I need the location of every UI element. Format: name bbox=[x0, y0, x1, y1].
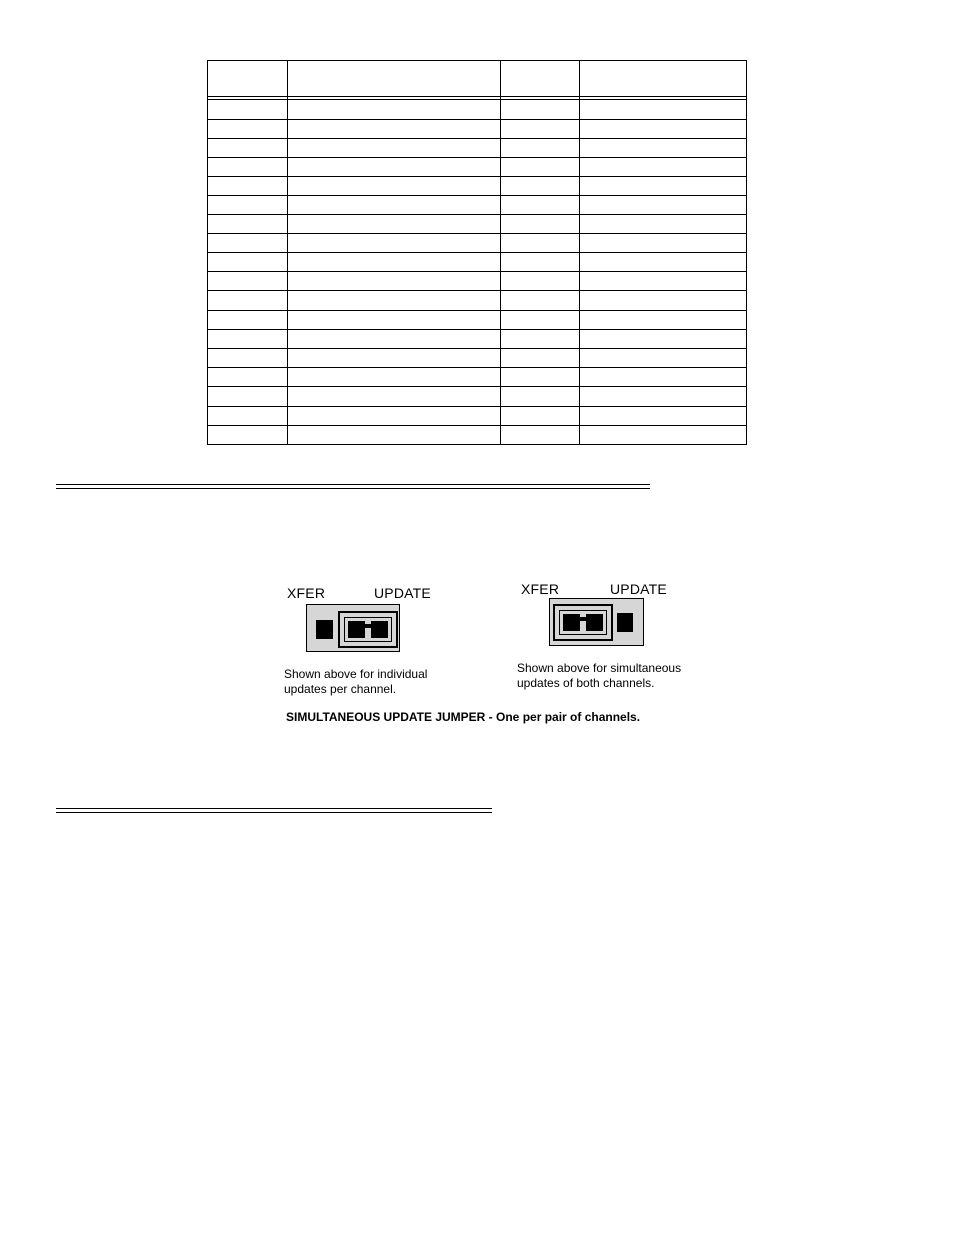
table-row-line bbox=[208, 157, 746, 158]
figure-title-separator: - bbox=[485, 710, 497, 724]
section-rule bbox=[56, 808, 492, 813]
update-label: UPDATE bbox=[610, 581, 667, 597]
table-row-line bbox=[208, 176, 746, 177]
table-row-line bbox=[208, 406, 746, 407]
table-row-line bbox=[208, 138, 746, 139]
table-row-line bbox=[208, 119, 746, 120]
table-row-line bbox=[208, 348, 746, 349]
figure-title-description: One per pair of channels. bbox=[496, 710, 641, 724]
table-row-line bbox=[208, 252, 746, 253]
table-row-line bbox=[208, 233, 746, 234]
jumper-shunt bbox=[338, 611, 398, 648]
xfer-label: XFER bbox=[521, 581, 560, 597]
empty-grid-table bbox=[207, 60, 747, 445]
table-row-line bbox=[208, 367, 746, 368]
figure-title-name: SIMULTANEOUS UPDATE JUMPER bbox=[286, 710, 486, 724]
table-row-line bbox=[208, 310, 746, 311]
table-header-rule bbox=[208, 96, 746, 97]
jumper-caption: Shown above for individual updates per channel. bbox=[284, 667, 428, 696]
xfer-pin bbox=[316, 620, 333, 639]
table-row-line bbox=[208, 195, 746, 196]
jumper-header-block bbox=[306, 604, 400, 652]
jumper-header-block bbox=[549, 598, 644, 646]
table-header-rule bbox=[208, 99, 746, 100]
table-row-line bbox=[208, 271, 746, 272]
table-row-line bbox=[208, 425, 746, 426]
update-pin bbox=[371, 621, 388, 638]
update-pin bbox=[617, 613, 633, 632]
table-row-line bbox=[208, 329, 746, 330]
jumper-shunt bbox=[553, 604, 613, 641]
update-label: UPDATE bbox=[374, 585, 431, 601]
figure-title bbox=[286, 710, 640, 724]
xfer-label: XFER bbox=[287, 585, 326, 601]
table-row-line bbox=[208, 386, 746, 387]
table-row-line bbox=[208, 290, 746, 291]
jumper-caption: Shown above for simultaneous updates of both channels. bbox=[517, 661, 682, 690]
center-pin bbox=[586, 614, 603, 631]
section-rule bbox=[56, 484, 650, 489]
table-row-line bbox=[208, 214, 746, 215]
